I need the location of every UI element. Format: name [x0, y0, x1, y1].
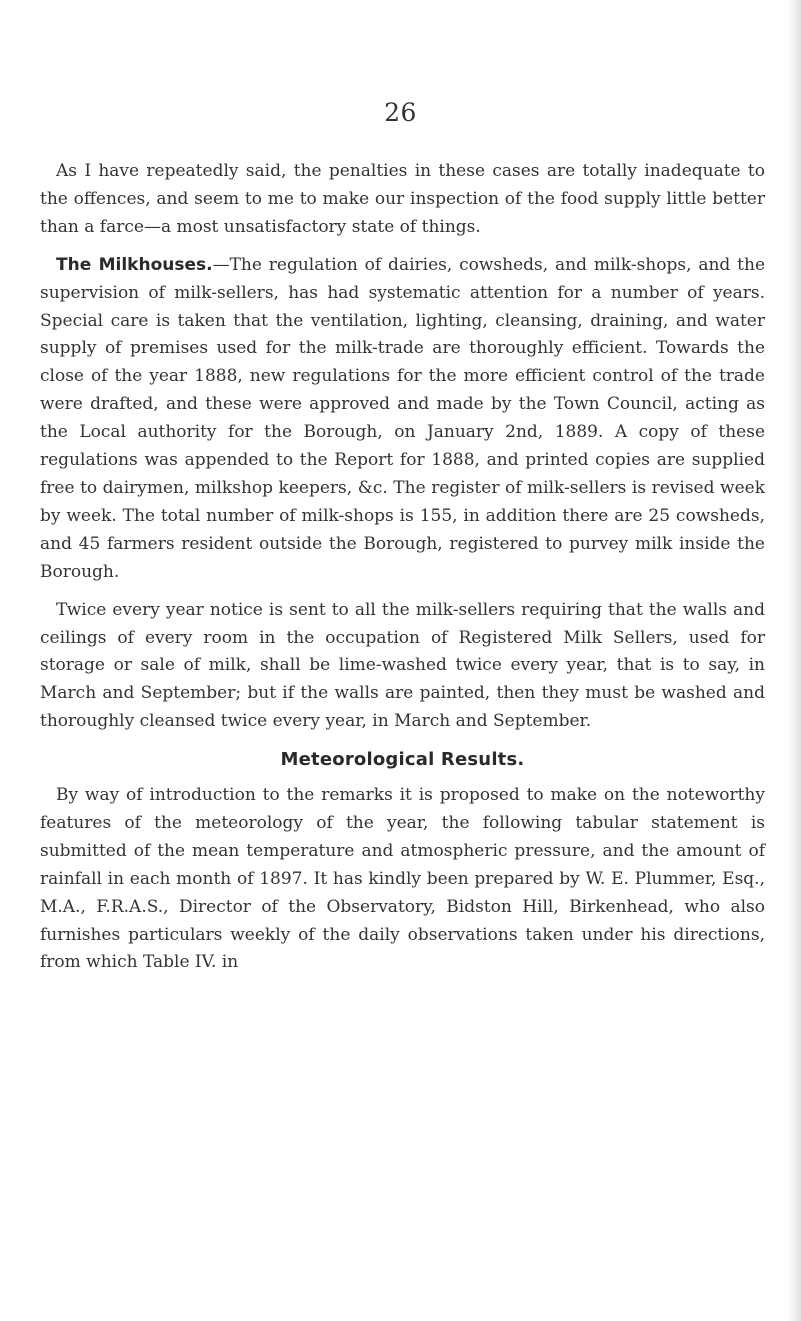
page-number: 26	[384, 98, 417, 127]
paragraph-meteorology-intro: By way of introduction to the remarks it is proposed to make on the noteworthy features of the meteorology of the year, the following tabular statement is submitted of the mean temperature and atmospheric pressure, and the amount of rainfall in each month of 1897. It has kindly been prepared by W. E. Plummer, Esq., M.A., F.R.A.S., Director of the Observatory, Bidston Hill, Birkenhead, who also furnishes particulars weekly of the daily observations taken under his directions, from which Table IV. in	[40, 785, 765, 973]
section-heading-meteorological: Meteorological Results.	[280, 749, 525, 771]
paragraph-limewash-notice: Twice every year notice is sent to all the milk-sellers requiring that the walls and ceilings of every room in the occupation of Registered Milk Sellers, used for storage or sale of milk, shall be lime-washed twice every year, that is to say, in March and September; but if the walls are painted, then they must be washed and thoroughly cleansed twice every year, in March and September.	[40, 599, 765, 732]
milkhouses-heading: The Milkhouses.	[56, 254, 213, 275]
paragraph-milkhouses	[40, 252, 765, 587]
page-edge-shadow	[787, 0, 801, 1321]
paragraph-penalties: As I have repeatedly said, the penalties in these cases are totally inadequate to the offences, and seem to me to make our inspection of the food supply little better than a farce—a most unsatisfactory state of things.	[40, 161, 765, 237]
milkhouses-body: —The regulation of dairies, cowsheds, and milk-shops, and the supervision of milk-sellers, has had systematic attention for a number of years. Special care is taken that the ventilation, lighting, cleansing, draining, and water supply of premises used for the milk-trade are thoroughly efficient. Towards the close of the year 1888, new regulations for the more efficient control of the trade were drafted, and these were approved and made by the Town Council, acting as the Local authority for the Borough, on January 2nd, 1889. A copy of these regulations was appended to the Report for 1888, and printed copies are supplied free to dairymen, milkshop keepers, &c. The register of milk-sellers is revised week by week. The total number of milk-shops is 155, in addition there are 25 cowsheds, and 45 farmers resident outside the Borough, registered to purvey milk inside the Borough.	[40, 254, 766, 582]
body-text	[40, 158, 765, 977]
paragraph-gap	[40, 242, 765, 252]
paragraph-gap	[40, 587, 765, 597]
